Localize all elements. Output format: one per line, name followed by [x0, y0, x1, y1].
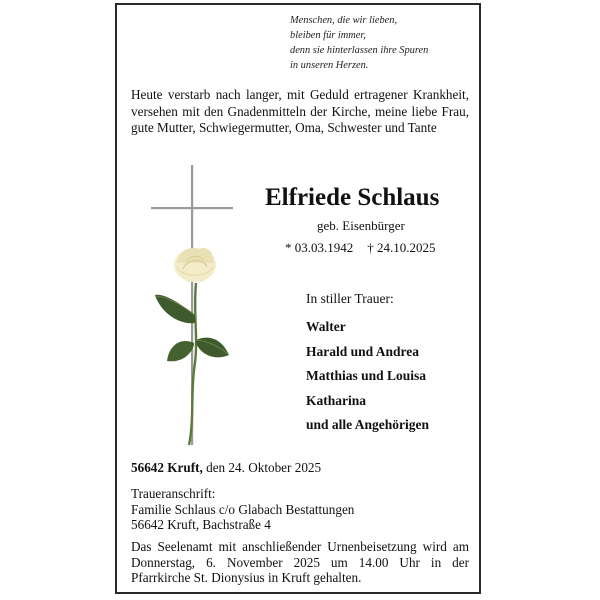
date: den 24. Oktober 2025: [206, 460, 322, 475]
memorial-quote: [290, 13, 475, 73]
address-label: Traueranschrift:: [131, 486, 216, 501]
address-line: 56642 Kruft, Bachstraße 4: [131, 517, 271, 532]
intro-text: Heute verstarb nach langer, mit Geduld ertragener Krankheit, versehen mit den Gnadenmitteln der Kirche, meine liebe Frau, gute Mutter, Schwiegermutter, Oma, Schwester und Tante: [131, 87, 469, 135]
quote-line: in unseren Herzen.: [290, 60, 369, 71]
rose-icon: [155, 248, 229, 445]
quote-line: bleiben für immer,: [290, 30, 366, 41]
maiden-name: geb. Eisenbürger: [317, 218, 405, 233]
mourners-block: [306, 290, 476, 438]
place: 56642 Kruft,: [131, 460, 203, 475]
cross-and-rose-illustration: [147, 165, 237, 450]
quote-line: Menschen, die wir lieben,: [290, 15, 398, 26]
mourning-address: [131, 486, 354, 533]
mourner-name: Harald und Andrea: [306, 343, 420, 359]
life-dates: [285, 240, 436, 256]
mourner-name: Walter: [306, 319, 346, 334]
death-date: † 24.10.2025: [367, 240, 436, 255]
address-line: Familie Schlaus c/o Glabach Bestattungen: [131, 501, 355, 517]
mourners-heading: In stiller Trauer:: [306, 291, 394, 306]
mourner-name: und alle Angehörigen: [306, 417, 430, 432]
obituary-card: [115, 3, 481, 594]
birth-date: * 03.03.1942: [285, 240, 354, 255]
mourner-name: Matthias und Louisa: [306, 368, 427, 383]
mourner-name: Katharina: [306, 392, 367, 408]
place-and-date: [131, 460, 321, 476]
service-notice: Das Seelenamt mit anschließender Urnenbeisetzung wird am Donnerstag, 6. November 2025 um 14.00 Uhr in der Pfarrkirche St. Dionysius in Kruft gehalten.: [131, 539, 469, 585]
deceased-name: Elfriede Schlaus: [265, 184, 440, 211]
quote-line: denn sie hinterlassen ihre Spuren: [290, 45, 429, 56]
